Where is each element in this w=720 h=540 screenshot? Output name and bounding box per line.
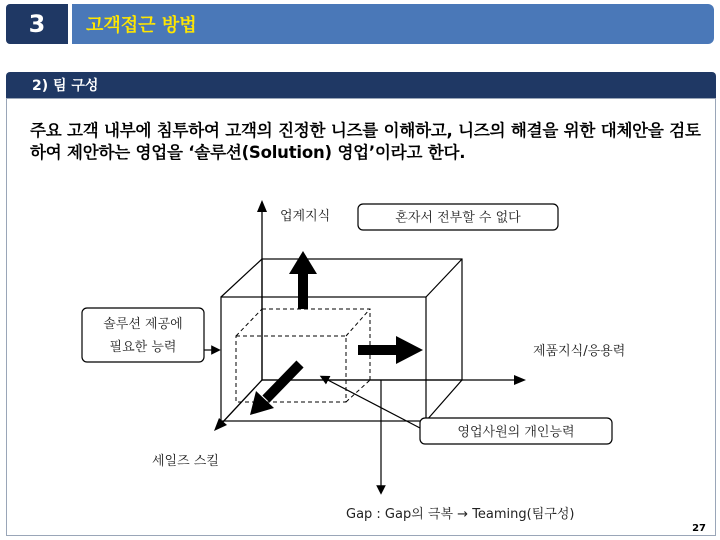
- callout-left-line1: 솔루션 제공에: [103, 317, 183, 332]
- horizontal-axis-arrowhead: [514, 375, 526, 385]
- subsection-title: 2) 팀 구성: [6, 72, 716, 98]
- inner-box-dashed: [236, 309, 370, 402]
- outer-box-edge: [426, 380, 462, 421]
- growth-arrow-down-left: [250, 364, 300, 415]
- outer-box-edge: [426, 259, 462, 297]
- gap-text: Gap : Gap의 극복 → Teaming(팀구성): [346, 507, 575, 522]
- outer-box-edge: [221, 259, 262, 297]
- growth-arrow-right: [358, 336, 423, 364]
- callout-right-text: 영업사원의 개인능력: [457, 425, 575, 440]
- y-axis-label: 업계지식: [280, 209, 331, 224]
- callout-top-text: 혼자서 전부할 수 없다: [395, 210, 521, 226]
- x-axis-label: 제품지식/응용력: [533, 344, 626, 359]
- growth-arrow-up: [289, 251, 317, 309]
- vertical-axis-arrowhead: [257, 200, 267, 212]
- page-title: 고객접근 방법: [72, 4, 714, 44]
- z-axis-label: 세일즈 스킬: [152, 454, 219, 469]
- callout-left-line2: 필요한 능력: [109, 340, 177, 355]
- intro-text: 주요 고객 내부에 침투하여 고객의 진정한 니즈를 이해하고, 니즈의 해결을 위한 대체안을 검토하여 제안하는 영업을 ‘솔루션(Solution) 영업’이라고 한다.: [30, 121, 701, 162]
- section-number-badge: 3: [6, 4, 68, 44]
- page-number: 27: [692, 523, 706, 534]
- outer-box-back-face: [262, 259, 462, 380]
